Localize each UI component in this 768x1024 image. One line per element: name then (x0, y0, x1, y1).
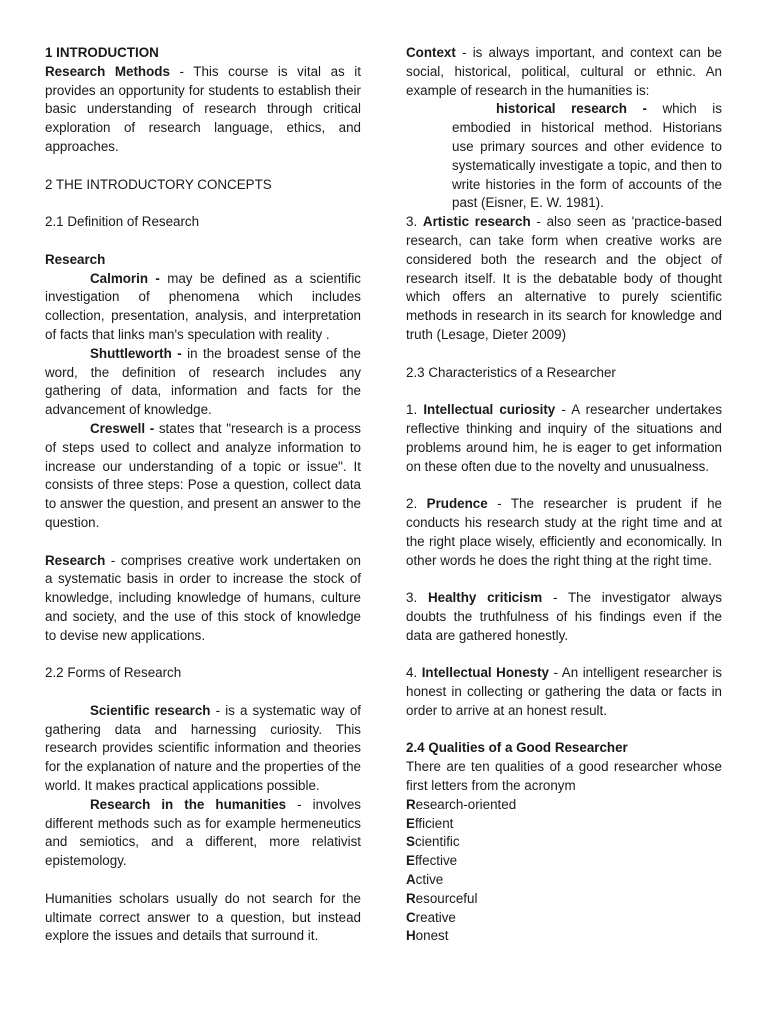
acronym-item: Creative (406, 909, 456, 925)
calmorin-definition: Calmorin - may be defined as a scientific investigation of phenomena which includes collection, presentation, analysis, and interpretation of facts that links man's speculation with reality . (45, 270, 361, 342)
acronym-item: Resourceful (406, 890, 478, 906)
artistic-research: 3. Artistic research - also seen as 'practice-based research, can take form when creative works are considered both the research and the object of research itself. It is the debatable body of thought which offers an alternative to purely scientific methods in research in its search for knowledge and truth (Lesage, Dieter 2009) (406, 214, 722, 342)
definition-heading: 2.1 Definition of Research (45, 214, 200, 230)
intro-heading: 1 INTRODUCTION (45, 45, 159, 60)
research-definition: Research - comprises creative work undertaken on a systematic basis in order to increase the stock of knowledge, including knowledge of humans, culture and society, and the use of this stock of knowledge to devise new applications. (45, 552, 361, 643)
acronym-item: Active (406, 872, 444, 888)
research-label: Research (45, 251, 106, 267)
acronym-item: Research-oriented (406, 796, 517, 812)
acronym-list (406, 796, 722, 946)
humanities-research: Research in the humanities - involves different methods such as for example hermeneutics and semiotics, and a different, more relativist epistemology. (45, 796, 361, 869)
historical-research-block: historical research - which is embodied in historical method. Historians use primary sources and other evidence to systematically investigate a topic, and then to write histories in the form of accounts of the past (Eisner, E. W. 1981). (452, 101, 722, 211)
acronym-item: Scientific (406, 834, 460, 850)
left-column (45, 44, 361, 946)
acronym-item: Efficient (406, 815, 454, 831)
acronym-item: Honest (406, 928, 449, 944)
qualities-intro: There are ten qualities of a good researcher whose first letters from the acronym (406, 759, 722, 794)
shuttleworth-definition: Shuttleworth - in the broadest sense of the word, the definition of research includes any gathering of data, information and facts for the advancement of knowledge. (45, 345, 361, 418)
qualities-heading: 2.4 Qualities of a Good Researcher (406, 740, 628, 756)
characteristic-prudence: 2. Prudence - The researcher is prudent if he conducts his research study at the right time and at the right place wisely, efficiently and economically. In other words he does the right thing at the right time. (406, 496, 723, 568)
concepts-heading: 2 THE INTRODUCTORY CONCEPTS (45, 176, 272, 192)
creswell-definition: Creswell - states that "research is a process of steps used to collect and analyze information to increase our understanding of a topic or issue". It consists of three steps: Pose a question, collect data to answer the question, and present an answer to the question. (45, 420, 361, 530)
characteristics-heading: 2.3 Characteristics of a Researcher (406, 364, 616, 380)
acronym-item: Effective (406, 853, 458, 869)
humanities-scholars: Humanities scholars usually do not search for the ultimate correct answer to a question, but instead explore the issues and details that surround it. (45, 890, 361, 944)
characteristic-criticism: 3. Healthy criticism - The investigator always doubts the truthfulness of his findings even if the data are gathered honestly. (406, 590, 722, 643)
context-paragraph: Context - is always important, and context can be social, historical, political, cultural or ethnic. An example of research in the humanities is: (406, 45, 722, 98)
right-column (406, 44, 722, 946)
intro-paragraph: Research Methods - This course is vital as it provides an opportunity for students to establish their basic understanding of research through critical exploration of research language, ethics, and approaches. (45, 63, 361, 154)
scientific-research: Scientific research - is a systematic way of gathering data and harnessing curiosity. This research provides scientific information and theories for the explanation of nature and the properties of the world. It makes practical applications possible. (45, 702, 361, 794)
characteristic-curiosity: 1. Intellectual curiosity - A researcher undertakes reflective thinking and inquiry of the situations and problems around him, he is eager to get information on these often due to the novelty and unusualness. (406, 402, 723, 474)
characteristic-honesty: 4. Intellectual Honesty - An intelligent researcher is honest in collecting or gathering the data or facts in order to arrive at an honest result. (406, 665, 723, 718)
forms-heading: 2.2 Forms of Research (45, 665, 182, 681)
